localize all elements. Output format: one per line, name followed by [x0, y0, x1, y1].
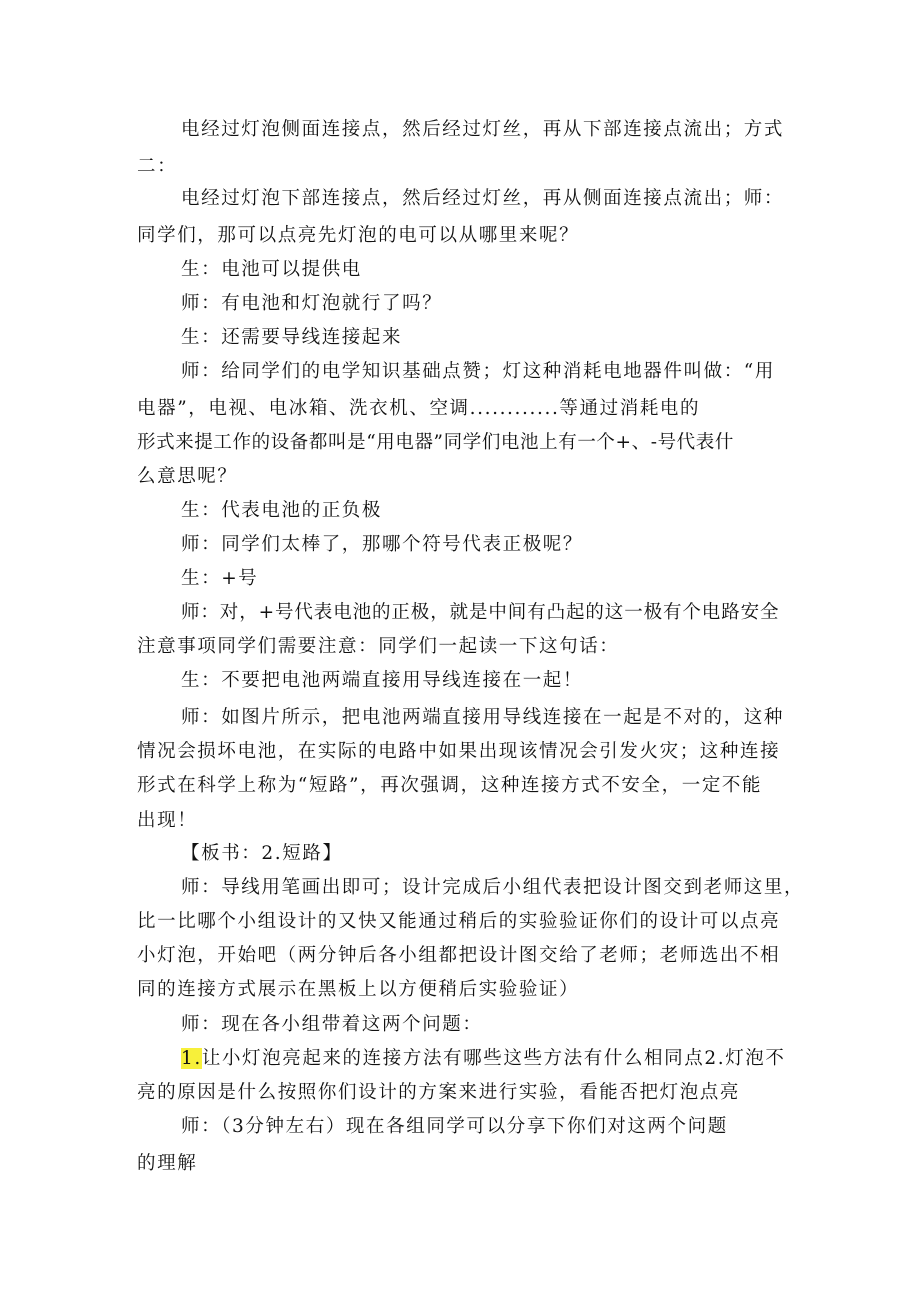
- text-line: 生：+号: [181, 568, 259, 589]
- text-line: 生：不要把电池两端直接用导线连接在一起！: [181, 670, 584, 691]
- text-line: 师：有电池和灯泡就行了吗？: [181, 293, 443, 314]
- text-line: 亮的原因是什么按照你们设计的方案来进行实验，看能否把灯泡点亮: [137, 1082, 741, 1103]
- highlighted-line-text: 让小灯泡亮起来的连接方法有哪些这些方法有什么相同点2.灯泡不: [201, 1048, 786, 1069]
- board-note: 【板书：2.短路】: [181, 843, 343, 864]
- text-line: 同学们，那可以点亮先灯泡的电可以从哪里来呢？: [137, 225, 580, 246]
- text-line: 师：给同学们的电学知识基础点赞；灯这种消耗电地器件叫做：“用: [181, 361, 775, 382]
- text-line: 师：对，+号代表电池的正极，就是中间有凸起的这一极有个电路安全: [181, 602, 780, 623]
- text-line: 形式来提工作的设备都叫是“用电器”同学们电池上有一个+、-号代表什: [137, 432, 734, 453]
- text-line: 注意事项同学们需要注意：同学们一起读一下这句话：: [137, 636, 620, 657]
- text-line: 同的连接方式展示在黑板上以方便稍后实验验证）: [137, 979, 580, 1000]
- text-line: 生：还需要导线连接起来: [181, 327, 403, 348]
- text-line: 电经过灯泡下部连接点，然后经过灯丝，再从侧面连接点流出；师：: [181, 188, 785, 209]
- text-line: 情况会损坏电池，在实际的电路中如果出现该情况会引发火灾；这种连接: [137, 741, 781, 762]
- text-line: 么意思呢？: [137, 466, 238, 487]
- text-line: 二：: [137, 156, 178, 177]
- text-line: 小灯泡，开始吧（两分钟后各小组都把设计图交给了老师；老师选出不相: [137, 945, 781, 966]
- text-line: 生：代表电池的正负极: [181, 500, 383, 521]
- text-line: 师：同学们太棒了，那哪个符号代表正极呢？: [181, 534, 584, 555]
- text-line: 生：电池可以提供电: [181, 259, 362, 280]
- text-line: 的理解: [137, 1153, 198, 1174]
- text-line: 形式在科学上称为“短路”，再次强调，这种连接方式不安全，一定不能: [137, 775, 763, 796]
- text-line: 电经过灯泡侧面连接点，然后经过灯丝，再从下部连接点流出；方式: [181, 119, 785, 140]
- text-line: 师：导线用笔画出即可；设计完成后小组代表把设计图交到老师这里，: [181, 877, 805, 898]
- text-line: 师：（3分钟左右）现在各组同学可以分享下你们对这两个问题: [181, 1116, 728, 1137]
- text-line: 电器”，电视、电冰箱、洗衣机、空调............等通过消耗电的: [137, 398, 701, 419]
- text-line: 师：现在各小组带着这两个问题：: [181, 1014, 483, 1035]
- text-line: 师：如图片所示，把电池两端直接用导线连接在一起是不对的，这种: [181, 707, 785, 728]
- highlighted-number: 1.: [181, 1048, 202, 1069]
- text-line: 出现！: [137, 810, 198, 831]
- text-line: 比一比哪个小组设计的又快又能通过稍后的实验验证你们的设计可以点亮: [137, 911, 781, 932]
- text-line: [181, 1047, 786, 1071]
